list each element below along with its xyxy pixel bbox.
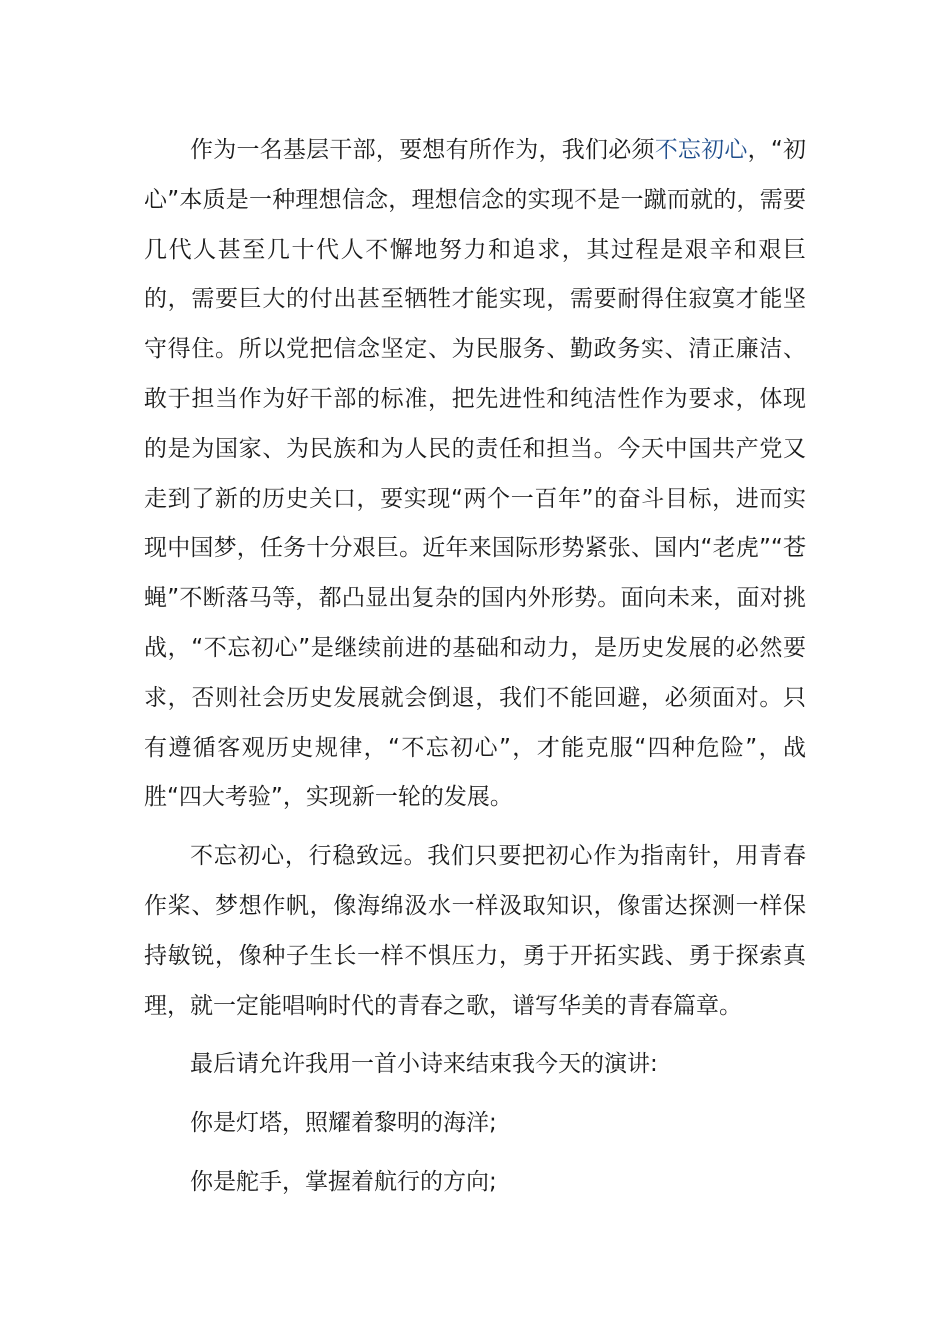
paragraph-3: 最后请允许我用一首小诗来结束我今天的演讲:: [190, 1051, 658, 1078]
document-page: [144, 126, 806, 1208]
highlighted-phrase: 不忘初心: [654, 137, 748, 163]
poem-line-1: 你是灯塔，照耀着黎明的海洋;: [190, 1110, 497, 1137]
paragraph-1-prefix: 作为一名基层干部，要想有所作为，我们必须: [190, 137, 655, 163]
paragraph-1-suffix: ，“初心”本质是一种理想信念，理想信念的实现不是一蹴而就的，需要几代人甚至几十代人不懈地努力和追求，其过程是艰辛和艰巨的，需要巨大的付出甚至牺牲才能实现，需要耐得住寂寞才能坚守得住。所以党把信念坚定、为民服务、勤政务实、清正廉洁、敢于担当作为好干部的标准，把先进性和纯洁性作为要求，体现的是为国家、为民族和为人民的责任和担当。今天中国共产党又走到了新的历史关口，要实现“两个一百年”的奋斗目标，进而实现中国梦，任务十分艰巨。近年来国际形势紧张、国内“老虎”“苍蝇”不断落马等，都凸显出复杂的国内外形势。面向未来，面对挑战，“不忘初心”是继续前进的基础和动力，是历史发展的必然要求，否则社会历史发展就会倒退，我们不能回避，必须面对。只有遵循客观历史规律，“不忘初心”，才能克服“四种危险”，战胜“四大考验”，实现新一轮的发展。: [144, 137, 807, 811]
paragraph-1: [144, 126, 806, 823]
paragraph-2: 不忘初心，行稳致远。我们只要把初心作为指南针，用青春作桨、梦想作帆，像海绵汲水一样汲取知识，像雷达探测一样保持敏锐，像种子生长一样不惧压力，勇于开拓实践、勇于探索真理，就一定能唱响时代的青春之歌，谱写华美的青春篇章。: [144, 843, 806, 1019]
poem-line-2: 你是舵手，掌握着航行的方向;: [190, 1168, 497, 1195]
